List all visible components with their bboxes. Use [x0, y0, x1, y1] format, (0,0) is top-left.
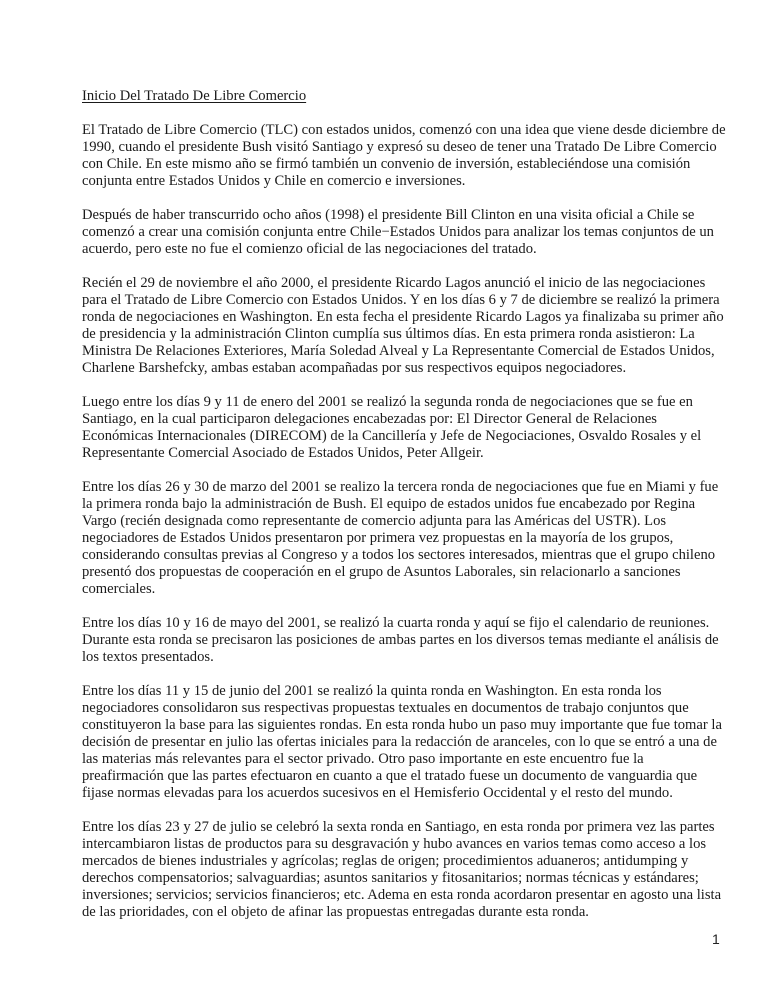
paragraph-fourth-round [82, 615, 719, 666]
text-line: ronda de negociaciones en Washington. En esta fecha el presidente Ricardo Lagos ya finalizaba su primer año [82, 309, 724, 325]
text-line: Charlene Barshefcky, ambas estaban acompañadas por sus respectivos equipos negociadores. [82, 360, 627, 376]
text-line: inversiones; servicios; servicios financieros; etc. Adema en esta ronda acordaron presentar en agosto una lista [82, 887, 722, 903]
text-line: la primera ronda bajo la administración de Bush. El equipo de estados unidos fue encabezado por Regina [82, 496, 696, 512]
text-line: Ministra De Relaciones Exteriores, María Soledad Alveal y La Representante Comercial de Estados Unidos, [82, 343, 715, 359]
paragraph-fifth-round [82, 683, 722, 802]
text-line: Entre los días 23 y 27 de julio se celebró la sexta ronda en Santiago, en esta ronda por primera vez las partes [82, 819, 715, 835]
page-number: 1 [712, 931, 720, 947]
text-line: de las prioridades, con el objeto de afinar las propuestas entregadas durante esta ronda. [82, 904, 589, 920]
text-line: Representante Comercial Asociado de Estados Unidos, Peter Allgeir. [82, 445, 484, 461]
text-line: mercados de bienes industriales y agrícolas; reglas de origen; procedimientos aduaneros; antidumping y [82, 853, 689, 869]
text-line: negociadores de Estados Unidos presentaron por primera vez propuestas en la mayoría de los grupos, [82, 530, 674, 546]
text-line: comerciales. [82, 581, 156, 597]
text-line: preafirmación que las partes efectuaron en cuanto a que el tratado fuese un documento de vanguardia que [82, 768, 698, 784]
paragraph-third-round [82, 479, 719, 598]
text-line: El Tratado de Libre Comercio (TLC) con estados unidos, comenzó con una idea que viene desde diciembre de [82, 122, 726, 138]
text-line: Entre los días 11 y 15 de junio del 2001 se realizó la quinta ronda en Washington. En esta ronda los [82, 683, 662, 699]
text-line: Entre los días 26 y 30 de marzo del 2001 se realizo la tercera ronda de negociaciones que fue en Miami y fue [82, 479, 719, 495]
text-line: decisión de presentar en julio las ofertas iniciales para la redacción de aranceles, con lo que se entró a una de [82, 734, 717, 750]
text-line: derechos compensatorios; salvaguardias; asuntos sanitarios y fitosanitarios; normas técnicas y estándares; [82, 870, 699, 886]
text-line: Entre los días 10 y 16 de mayo del 2001, se realizó la cuarta ronda y aquí se fijo el calendario de reuniones. [82, 615, 710, 631]
text-line: intercambiaron listas de productos para su desgravación y hubo avances en varios temas como acceso a los [82, 836, 707, 852]
text-line: Después de haber transcurrido ocho años (1998) el presidente Bill Clinton en una visita oficial a Chile se [82, 207, 695, 223]
text-line: comenzó a crear una comisión conjunta entre Chile−Estados Unidos para analizar los temas conjuntos de un [82, 224, 714, 240]
paragraph-sixth-round [82, 819, 722, 921]
paragraph-origins [82, 122, 726, 190]
document-body [82, 88, 726, 938]
text-line: para el Tratado de Libre Comercio con Estados Unidos. Y en los días 6 y 7 de diciembre se realizó la primera [82, 292, 720, 308]
text-line: con Chile. En este mismo año se firmó también un convenio de inversión, estableciéndose una comisión [82, 156, 691, 172]
text-line: conjunta entre Estados Unidos y Chile en comercio e inversiones. [82, 173, 466, 189]
text-line: 1990, cuando el presidente Bush visitó Santiago y expresó su deseo de tener una Tratado De Libre Comercio [82, 139, 717, 155]
text-line: de presidencia y la administración Clinton cumplía sus últimos días. En esta primera ronda asistieron: La [82, 326, 695, 342]
document-heading: Inicio Del Tratado De Libre Comercio [82, 88, 307, 104]
text-line: considerando consultas previas al Congreso y a todos los sectores interesados, mientras que el grupo chileno [82, 547, 716, 563]
text-line: constituyeron la base para las siguientes rondas. En esta ronda hubo un paso muy importante que fue tomar la [82, 717, 722, 733]
text-line: Recién el 29 de noviembre el año 2000, el presidente Ricardo Lagos anunció el inicio de las negociaciones [82, 275, 706, 291]
paragraph-clinton-visit [82, 207, 712, 258]
text-line: Santiago, en la cual participaron delegaciones encabezadas por: El Director General de Relaciones [82, 411, 657, 427]
paragraph-second-round [82, 394, 712, 462]
text-line: Luego entre los días 9 y 11 de enero del 2001 se realizó la segunda ronda de negociaciones que se fue en [82, 394, 693, 410]
text-line: presentó dos propuestas de cooperación en el grupo de Asuntos Laborales, sin relacionarlo a sanciones [82, 564, 681, 580]
paragraph-first-round [82, 275, 724, 377]
text-line: negociadores consolidaron sus respectivas propuestas textuales en documentos de trabajo conjuntos que [82, 700, 689, 716]
text-line: Económicas Internacionales (DIRECOM) de la Cancillería y Jefe de Negociaciones, Osvaldo Rosales y el [82, 428, 702, 444]
text-line: Vargo (recién designada como representante de comercio adjunta para las Américas del USTR). Los [82, 513, 667, 529]
text-line: Durante esta ronda se precisaron las posiciones de ambas partes en los diversos temas mediante el análisis de [82, 632, 719, 648]
text-line: los textos presentados. [82, 649, 214, 665]
text-line: acuerdo, pero este no fue el comienzo oficial de las negociaciones del tratado. [82, 241, 537, 257]
text-line: las materias más relevantes para el sector privado. Otro paso importante en este encuentro fue la [82, 751, 644, 767]
text-line: fijase normas elevadas para los acuerdos sucesivos en el Hemisferio Occidental y el resto del mundo. [82, 785, 673, 801]
